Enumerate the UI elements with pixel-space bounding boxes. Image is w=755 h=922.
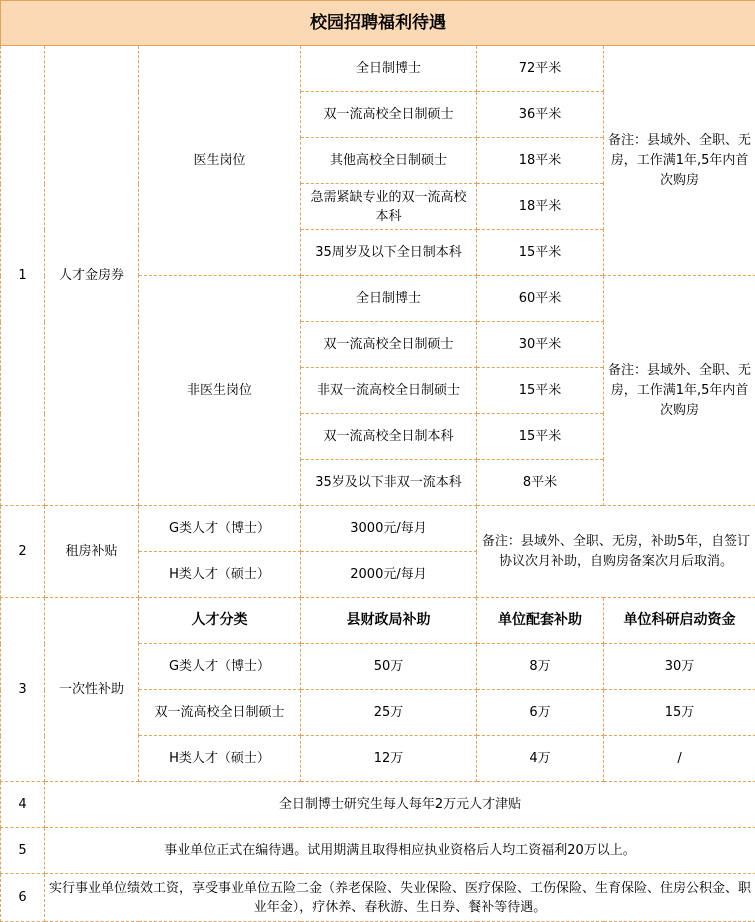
edu-cell: 其他高校全日制硕士 (301, 138, 477, 184)
header-county-subsidy: 县财政局补助 (301, 598, 477, 644)
table-cell: 8万 (477, 644, 604, 690)
amount-cell: 30平米 (477, 322, 604, 368)
header-research-fund: 单位科研启动资金 (604, 598, 755, 644)
subsidy-cell: 2000元/每月 (301, 552, 477, 598)
section-3-number: 3 (1, 598, 45, 782)
table-cell: 12万 (301, 736, 477, 782)
edu-cell: 35岁及以下非双一流本科 (301, 460, 477, 506)
table-cell: 50万 (301, 644, 477, 690)
amount-cell: 18平米 (477, 138, 604, 184)
amount-cell: 15平米 (477, 414, 604, 460)
section-4-number: 4 (1, 782, 45, 828)
table-cell: 6万 (477, 690, 604, 736)
amount-cell: 36平米 (477, 92, 604, 138)
section-6-number: 6 (1, 874, 45, 922)
section-4-text: 全日制博士研究生每人每年2万元人才津贴 (45, 782, 755, 828)
header-unit-subsidy: 单位配套补助 (477, 598, 604, 644)
edu-cell: 双一流高校全日制硕士 (301, 322, 477, 368)
section-3-name: 一次性补助 (45, 598, 139, 782)
edu-cell: 全日制博士 (301, 276, 477, 322)
table-cell: 30万 (604, 644, 755, 690)
table-cell: G类人才（博士） (139, 644, 301, 690)
edu-cell: 急需紧缺专业的双一流高校本科 (301, 184, 477, 230)
section-2-number: 2 (1, 506, 45, 598)
table-cell: 15万 (604, 690, 755, 736)
amount-cell: 8平米 (477, 460, 604, 506)
table-cell: 4万 (477, 736, 604, 782)
talent-type-cell: G类人才（博士） (139, 506, 301, 552)
post-doctor: 医生岗位 (139, 46, 301, 276)
section-2-name: 租房补贴 (45, 506, 139, 598)
subsidy-cell: 3000元/每月 (301, 506, 477, 552)
amount-cell: 72平米 (477, 46, 604, 92)
amount-cell: 15平米 (477, 368, 604, 414)
amount-cell: 15平米 (477, 230, 604, 276)
edu-cell: 全日制博士 (301, 46, 477, 92)
edu-cell: 非双一流高校全日制硕士 (301, 368, 477, 414)
table-cell: / (604, 736, 755, 782)
edu-cell: 双一流高校全日制本科 (301, 414, 477, 460)
note-rent: 备注：县域外、全职、无房，补助5年，自签订协议次月补助，自购房备案次月后取消。 (477, 506, 755, 598)
talent-type-cell: H类人才（硕士） (139, 552, 301, 598)
section-5-number: 5 (1, 828, 45, 874)
table-cell: 25万 (301, 690, 477, 736)
edu-cell: 双一流高校全日制硕士 (301, 92, 477, 138)
section-1-name: 人才金房券 (45, 46, 139, 506)
note-doctor: 备注：县域外、全职、无房，工作满1年,5年内首次购房 (604, 46, 755, 276)
edu-cell: 35周岁及以下全日制本科 (301, 230, 477, 276)
section-5-text: 事业单位正式在编待遇。试用期满且取得相应执业资格后人均工资福利20万以上。 (45, 828, 755, 874)
table-cell: H类人才（硕士） (139, 736, 301, 782)
amount-cell: 18平米 (477, 184, 604, 230)
amount-cell: 60平米 (477, 276, 604, 322)
section-6-text: 实行事业单位绩效工资，享受事业单位五险二金（养老保险、失业保险、医疗保险、工伤保险、生育保险、住房公积金、职业年金），疗休养、春秋游、生日券、餐补等待遇。 (45, 874, 755, 922)
post-non-doctor: 非医生岗位 (139, 276, 301, 506)
page-title: 校园招聘福利待遇 (1, 1, 755, 46)
note-non-doctor: 备注：县域外、全职、无房，工作满1年,5年内首次购房 (604, 276, 755, 506)
section-1-number: 1 (1, 46, 45, 506)
table-cell: 双一流高校全日制硕士 (139, 690, 301, 736)
header-talent-category: 人才分类 (139, 598, 301, 644)
